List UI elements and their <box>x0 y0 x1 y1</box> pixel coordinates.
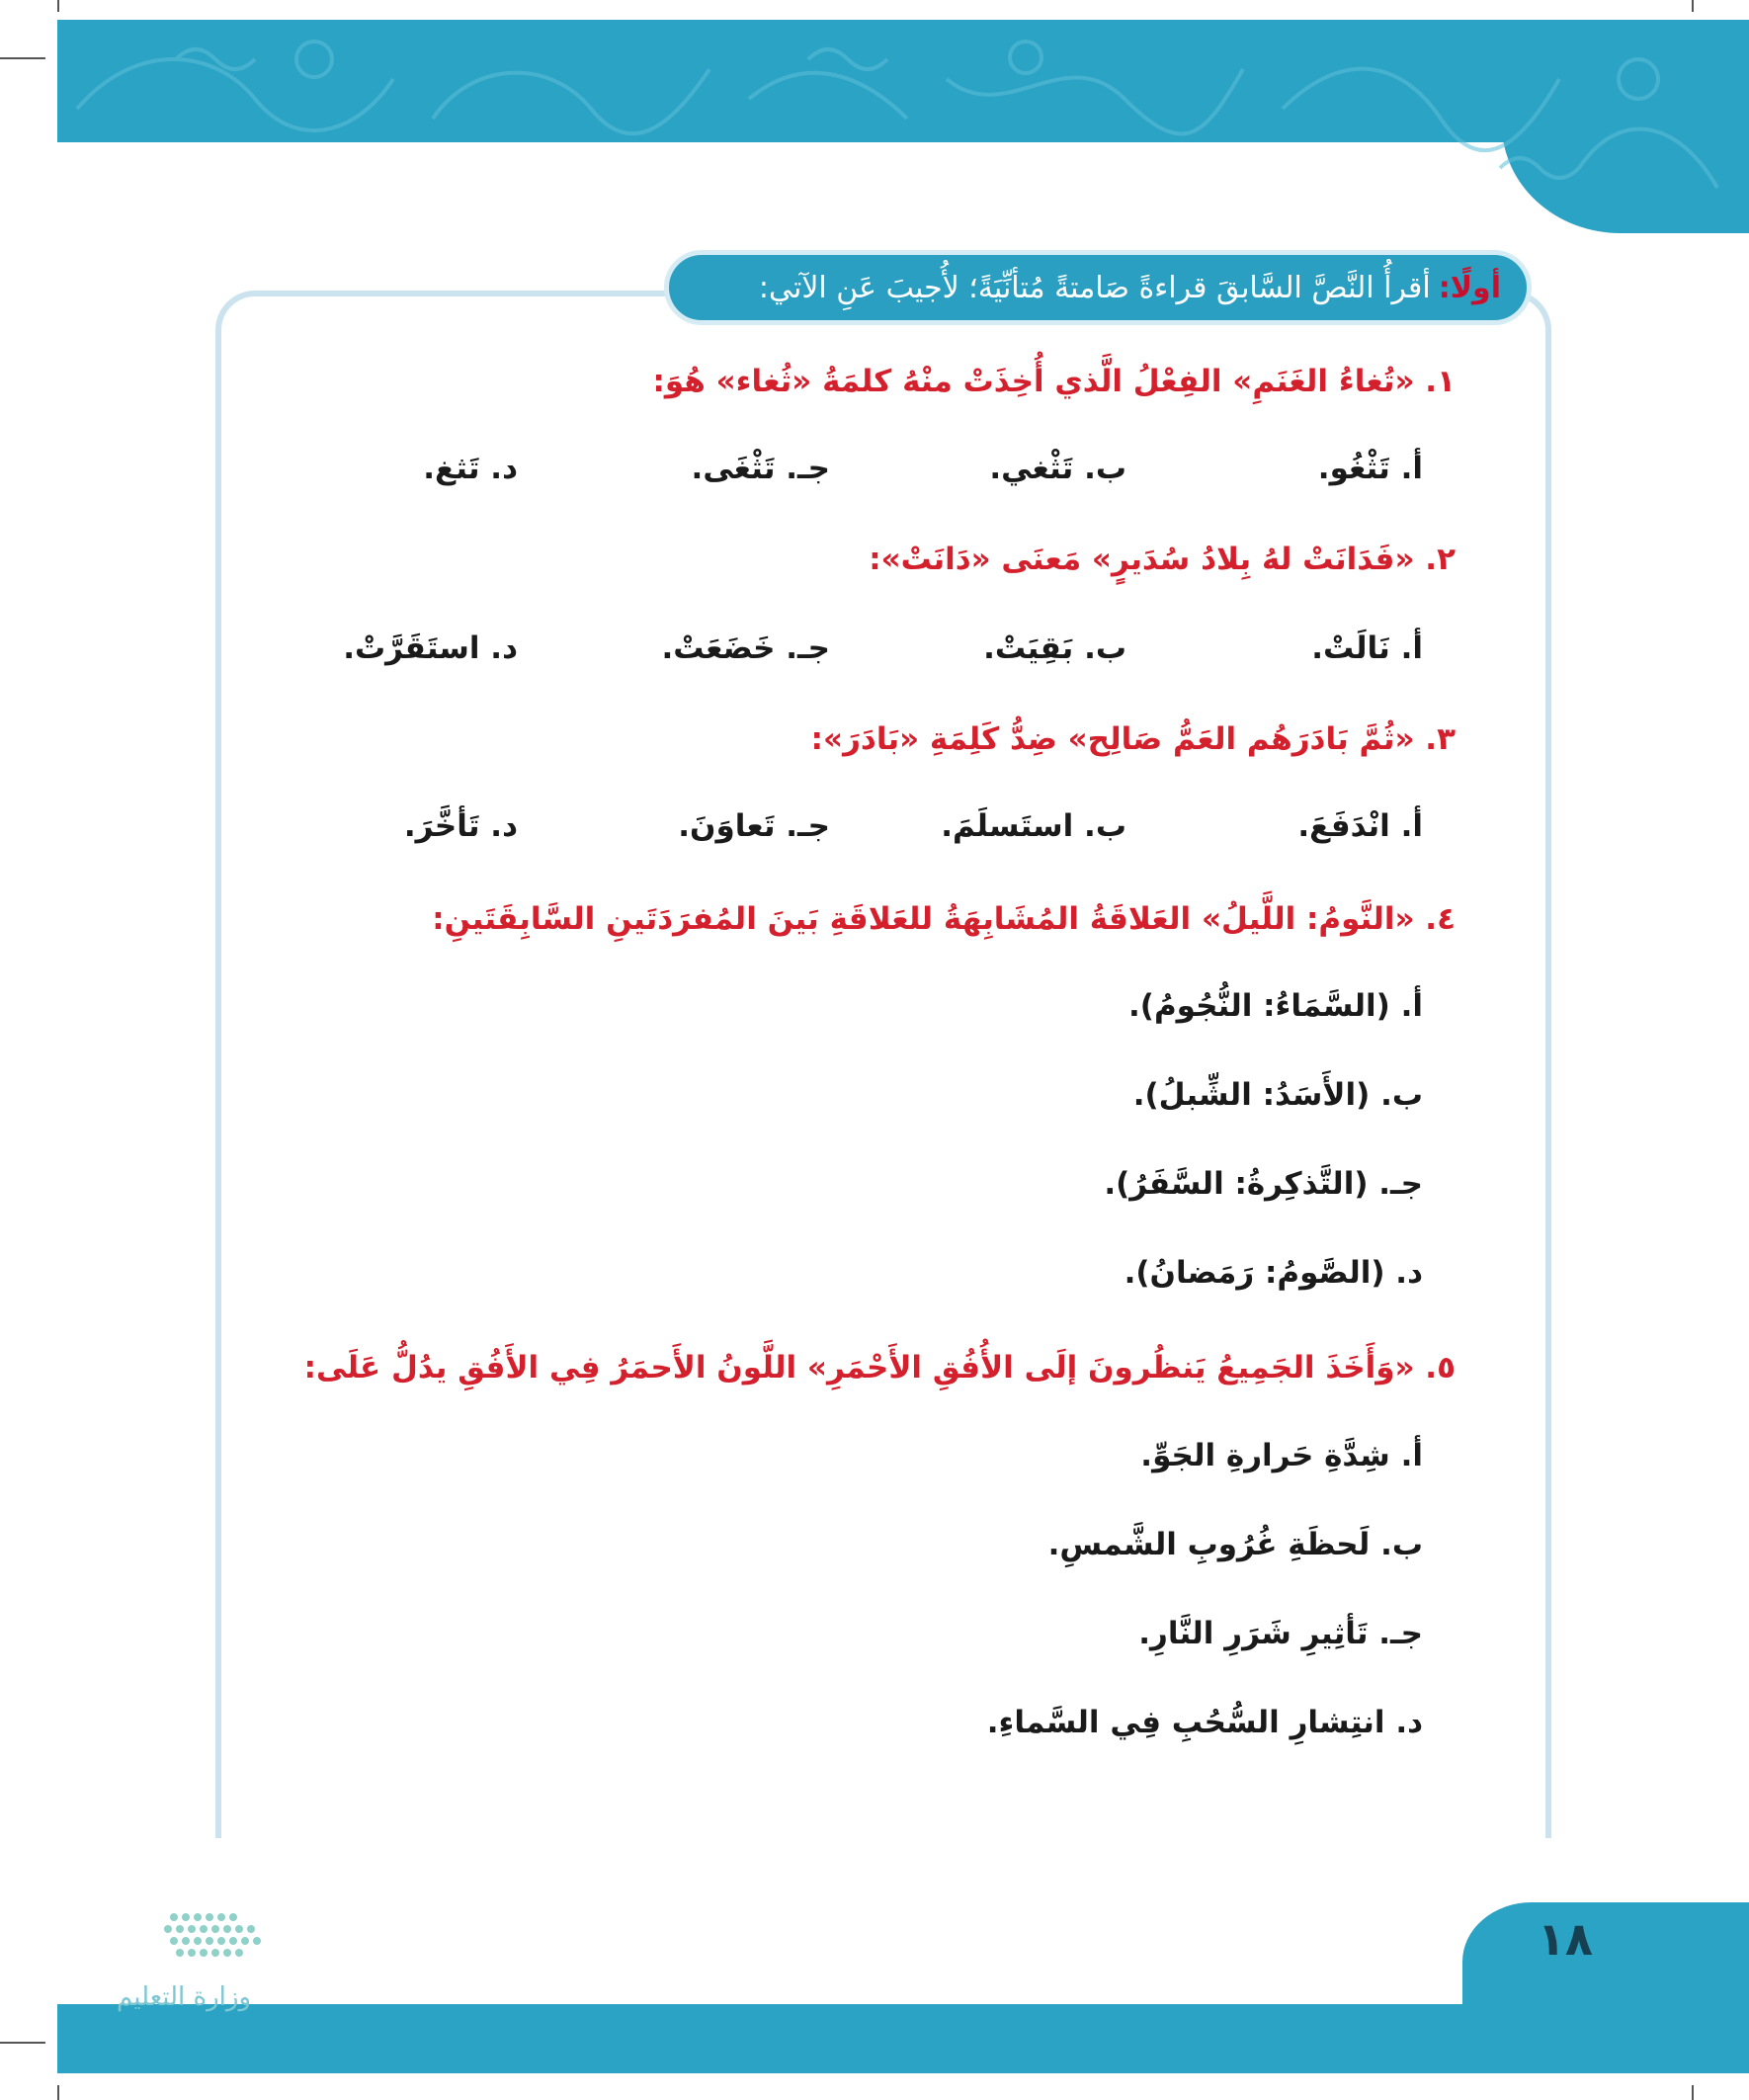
question-5-option-c[interactable]: جـ. تَأثِيرِ شَرَرِ النَّارِ. <box>1138 1616 1423 1651</box>
question-4-option-b[interactable]: ب. (الأَسَدُ: الشِّبلُ). <box>1132 1077 1423 1113</box>
ministry-logo-text: وزارة التعليم <box>116 1982 252 2012</box>
question-5-option-a[interactable]: أ. شِدَّةِ حَرارةِ الجَوِّ. <box>1140 1438 1423 1473</box>
question-4-stem: ٤. «النَّومُ: اللَّيلُ» العَلاقَةُ المُشَابِهَةُ للعَلاقَةِ بَينَ المُفرَدَتَينِ السَّابِقَتَينِ: <box>432 901 1456 937</box>
question-5-option-d[interactable]: د. انتِشارِ السُّحُبِ فِي السَّماءِ. <box>986 1705 1423 1740</box>
crop-mark <box>1692 2085 1694 2100</box>
question-2-stem: ٢. «فَدَانَتْ لهُ بِلادُ سُدَيرٍ» مَعنَى «دَانَتْ»: <box>869 542 1456 577</box>
question-3-option-c[interactable]: جـ. تَعاوَنَ. <box>678 808 830 844</box>
question-2-option-d[interactable]: د. استَقَرَّتْ. <box>343 630 518 666</box>
question-1-option-d[interactable]: د. تَثغ. <box>423 451 518 486</box>
crop-mark <box>57 2085 59 2100</box>
question-1-option-b[interactable]: ب. تَثْغي. <box>989 451 1126 486</box>
question-5-option-b[interactable]: ب. لَحظَةِ غُرُوبِ الشَّمسِ. <box>1047 1527 1423 1562</box>
question-1-stem: ١. «تُغاءُ الغَنَمِ» الفِعْلُ الَّذي أُخِذَتْ منْهُ كلمَةُ «ثُغاء» هُوَ: <box>652 364 1456 399</box>
question-1-option-c[interactable]: جـ. تَثْغَى. <box>691 451 830 486</box>
ministry-logo-icon <box>95 1897 292 2046</box>
question-3-option-b[interactable]: ب. استَسلَمَ. <box>941 808 1126 844</box>
page-number-tab <box>1462 1902 1749 2011</box>
question-2-option-a[interactable]: أ. نَالَتْ. <box>1311 630 1423 666</box>
question-3-option-a[interactable]: أ. انْدَفَعَ. <box>1297 808 1423 844</box>
crop-mark <box>57 0 59 12</box>
instruction-text: أقرأُ النَّصَّ السَّابقَ قراءةً صَامتةً مُتأنِّيَةً؛ لأُجيبَ عَنِ الآتي: <box>758 270 1431 305</box>
question-2-option-b[interactable]: ب. بَقِيَتْ. <box>983 630 1126 666</box>
question-5-stem: ٥. «وَأَخَذَ الجَمِيعُ يَنظُرونَ إلَى الأُفُقِ الأَحْمَرِ» اللَّونُ الأَحمَرُ فِي الأَفُقِ يدُلُّ عَلَى: <box>303 1350 1456 1386</box>
question-4-option-d[interactable]: د. (الصَّومُ: رَمَضانُ). <box>1124 1255 1423 1291</box>
instruction-lead: أولًا: <box>1438 270 1501 305</box>
crop-mark <box>0 2042 45 2044</box>
crop-mark <box>0 57 45 59</box>
questions-frame <box>215 291 1551 1838</box>
calligraphy-pattern <box>57 20 1749 233</box>
instruction-banner <box>664 250 1532 325</box>
question-3-option-d[interactable]: د. تَأخَّرَ. <box>403 808 518 844</box>
question-2-option-c[interactable]: جـ. خَضَعَتْ. <box>661 630 830 666</box>
question-1-option-a[interactable]: أ. تَثْغُو. <box>1317 451 1423 486</box>
footer-banner <box>57 2004 1749 2073</box>
question-4-option-c[interactable]: جـ. (التَّذكِرةُ: السَّفَرُ). <box>1104 1166 1423 1202</box>
question-3-stem: ٣. «ثُمَّ بَادَرَهُم العَمُّ صَالِح» ضِدُّ كَلِمَةِ «بَادَرَ»: <box>810 721 1456 757</box>
question-4-option-a[interactable]: أ. (السَّمَاءُ: النُّجُومُ). <box>1128 988 1423 1024</box>
page-number: ١٨ <box>1537 1912 1593 1966</box>
crop-mark <box>1692 0 1694 12</box>
